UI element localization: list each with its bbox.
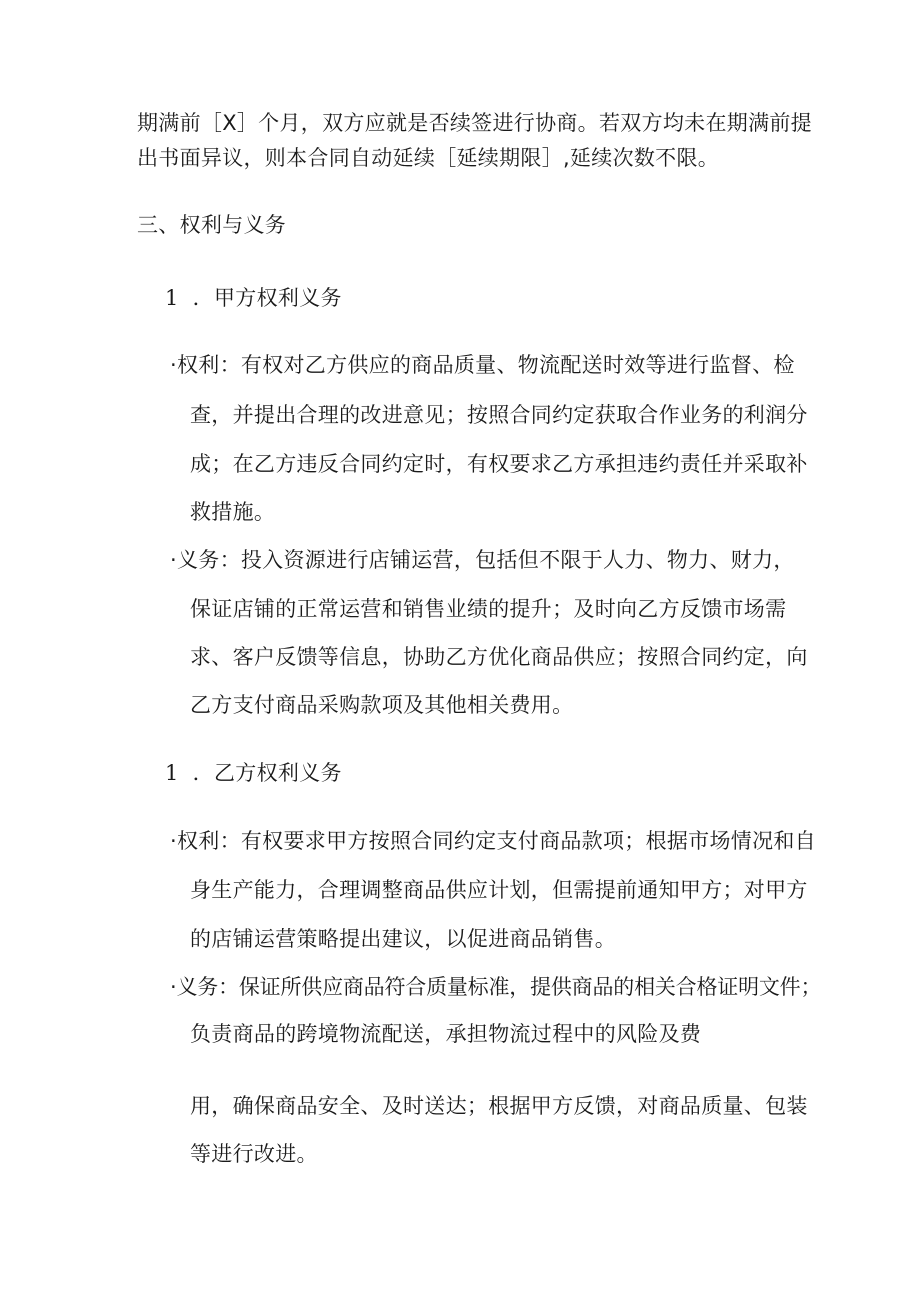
party-a-duties-line-3: 求、客户反馈等信息，协助乙方优化商品供应；按照合同约定，向: [190, 645, 808, 669]
party-b-duties-line-3: 用，确保商品安全、及时送达；根据甲方反馈，对商品质量、包装: [190, 1094, 808, 1118]
party-b-duties-line-4: 等进行改进。: [190, 1142, 318, 1166]
section-title: 三、权利与义务: [137, 213, 287, 237]
party-a-rights-line-2: 查，并提出合理的改进意见；按照合同约定获取合作业务的利润分: [190, 403, 808, 427]
intro-line-1: 期满前［X］个月，双方应就是否续签进行协商。若双方均未在期满前提: [137, 111, 812, 135]
party-b-duties-line-1: ·义务：保证所供应商品符合质量标准，提供商品的相关合格证明文件；: [170, 975, 822, 999]
party-b-heading-number: 1: [165, 761, 179, 785]
party-b-duties-line-2: 负责商品的跨境物流配送，承担物流过程中的风险及费: [190, 1022, 702, 1046]
party-a-duties-line-2: 保证店铺的正常运营和销售业绩的提升；及时向乙方反馈市场需: [190, 597, 787, 621]
party-a-rights-line-3: 成；在乙方违反合同约定时，有权要求乙方承担违约责任并采取补: [190, 452, 808, 476]
party-b-heading-text: ．乙方权利义务: [192, 761, 342, 785]
party-a-heading: [165, 283, 342, 313]
intro-line-2: 出书面异议，则本合同自动延续［延续期限］,延续次数不限。: [137, 146, 720, 170]
party-b-rights-line-1: ·权利：有权要求甲方按照合同约定支付商品款项；根据市场情况和自: [170, 829, 816, 853]
party-a-duties-line-4: 乙方支付商品采购款项及其他相关费用。: [190, 693, 574, 717]
party-b-heading: [165, 758, 342, 788]
party-a-rights-line-1: ·权利：有权对乙方供应的商品质量、物流配送时效等进行监督、检: [170, 353, 795, 377]
party-a-heading-text: ．甲方权利义务: [192, 286, 342, 310]
party-b-rights-line-3: 的店铺运营策略提出建议，以促进商品销售。: [190, 927, 616, 951]
party-a-rights-line-4: 救措施。: [190, 500, 276, 524]
party-a-heading-number: 1: [165, 286, 179, 310]
party-b-rights-line-2: 身生产能力，合理调整商品供应计划，但需提前通知甲方；对甲方: [190, 878, 808, 902]
party-a-duties-line-1: ·义务：投入资源进行店铺运营，包括但不限于人力、物力、财力，: [170, 548, 795, 572]
